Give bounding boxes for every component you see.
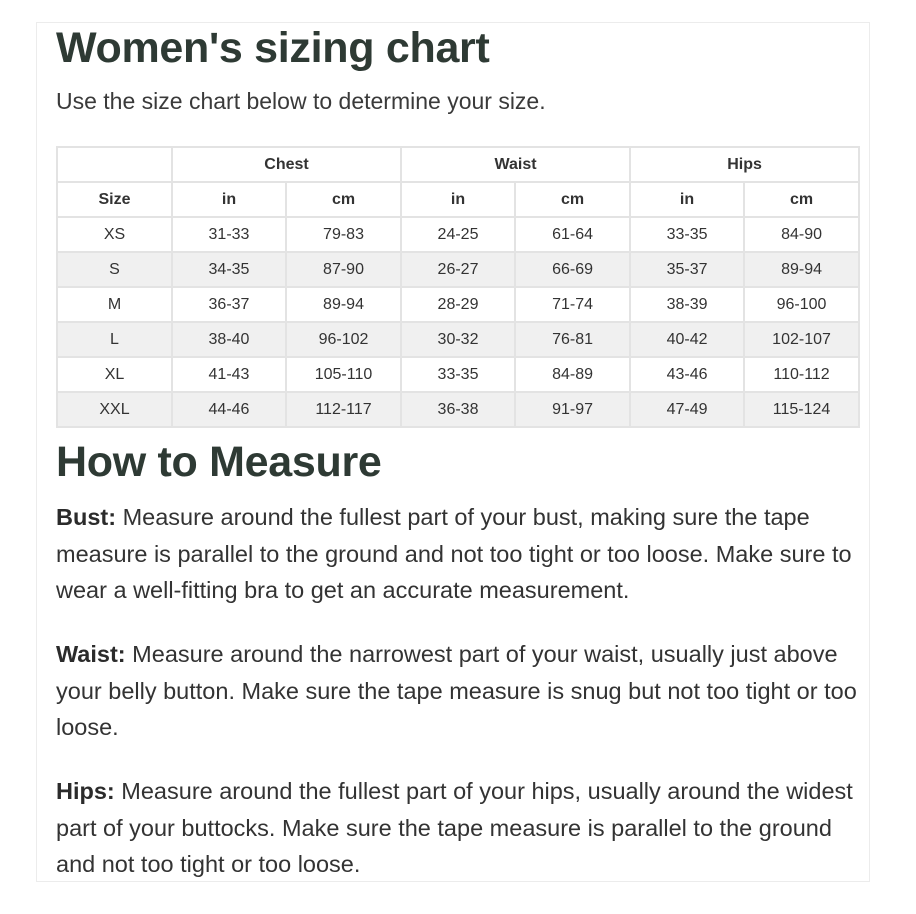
measurement-cell: 33-35 — [401, 357, 515, 392]
unit-header-chest-in: in — [172, 182, 286, 217]
measurement-cell: 66-69 — [515, 252, 630, 287]
measurement-cell: 112-117 — [286, 392, 401, 427]
group-header-chest: Chest — [172, 147, 401, 182]
measurement-cell: 84-89 — [515, 357, 630, 392]
measurement-cell: 79-83 — [286, 217, 401, 252]
measurement-cell: 89-94 — [286, 287, 401, 322]
measurement-cell: 31-33 — [172, 217, 286, 252]
table-row — [57, 287, 859, 322]
measurement-cell: 43-46 — [630, 357, 744, 392]
waist-label: Waist: — [56, 641, 126, 667]
measurement-cell: 115-124 — [744, 392, 859, 427]
unit-header-hips-in: in — [630, 182, 744, 217]
size-cell: S — [57, 252, 172, 287]
measurement-cell: 28-29 — [401, 287, 515, 322]
measurement-cell: 26-27 — [401, 252, 515, 287]
table-row — [57, 217, 859, 252]
measurement-cell: 61-64 — [515, 217, 630, 252]
measurement-cell: 96-100 — [744, 287, 859, 322]
table-unit-header-row — [57, 182, 859, 217]
measurement-cell: 33-35 — [630, 217, 744, 252]
measurement-cell: 71-74 — [515, 287, 630, 322]
table-body — [57, 217, 859, 427]
size-cell: XL — [57, 357, 172, 392]
group-header-waist: Waist — [401, 147, 630, 182]
page-title: Women's sizing chart — [56, 24, 490, 72]
measurement-cell: 41-43 — [172, 357, 286, 392]
measurement-cell: 44-46 — [172, 392, 286, 427]
measurement-cell: 91-97 — [515, 392, 630, 427]
measurement-cell: 38-40 — [172, 322, 286, 357]
hips-text: Measure around the fullest part of your hips, usually around the widest part of your buttocks. Make sure the tape measure is parallel to the ground and not too tight or too loose. — [56, 778, 853, 877]
measurement-cell: 47-49 — [630, 392, 744, 427]
table-row — [57, 252, 859, 287]
table-group-header-row — [57, 147, 859, 182]
measurement-cell: 35-37 — [630, 252, 744, 287]
measurement-cell: 36-37 — [172, 287, 286, 322]
measurement-cell: 84-90 — [744, 217, 859, 252]
table-row — [57, 357, 859, 392]
table-corner-cell — [57, 147, 172, 182]
measurement-cell: 40-42 — [630, 322, 744, 357]
unit-header-waist-in: in — [401, 182, 515, 217]
measurement-cell: 102-107 — [744, 322, 859, 357]
measurement-cell: 110-112 — [744, 357, 859, 392]
bust-text: Measure around the fullest part of your bust, making sure the tape measure is parallel to the ground and not too tight or too loose. Make sure to wear a well-fitting bra to get an accurate measurement. — [56, 504, 852, 603]
how-to-measure-heading: How to Measure — [56, 438, 382, 486]
measurement-cell: 36-38 — [401, 392, 515, 427]
hips-label: Hips: — [56, 778, 115, 804]
bust-instructions — [56, 499, 861, 609]
size-chart-table — [56, 146, 860, 428]
hips-instructions — [56, 773, 861, 883]
unit-header-hips-cm: cm — [744, 182, 859, 217]
size-column-header: Size — [57, 182, 172, 217]
unit-header-chest-cm: cm — [286, 182, 401, 217]
size-cell: M — [57, 287, 172, 322]
measurement-cell: 24-25 — [401, 217, 515, 252]
measurement-cell: 105-110 — [286, 357, 401, 392]
group-header-hips: Hips — [630, 147, 859, 182]
table-row — [57, 392, 859, 427]
waist-text: Measure around the narrowest part of your waist, usually just above your belly button. Make sure the tape measure is snug but not too tight or too loose. — [56, 641, 857, 740]
measurement-cell: 34-35 — [172, 252, 286, 287]
unit-header-waist-cm: cm — [515, 182, 630, 217]
waist-instructions — [56, 636, 861, 746]
size-cell: L — [57, 322, 172, 357]
table-row — [57, 322, 859, 357]
measurement-cell: 89-94 — [744, 252, 859, 287]
bust-label: Bust: — [56, 504, 117, 530]
measurement-cell: 76-81 — [515, 322, 630, 357]
measurement-cell: 96-102 — [286, 322, 401, 357]
measurement-cell: 30-32 — [401, 322, 515, 357]
measurement-cell: 38-39 — [630, 287, 744, 322]
measurement-cell: 87-90 — [286, 252, 401, 287]
page-subtitle: Use the size chart below to determine your size. — [56, 88, 546, 114]
size-cell: XXL — [57, 392, 172, 427]
size-cell: XS — [57, 217, 172, 252]
